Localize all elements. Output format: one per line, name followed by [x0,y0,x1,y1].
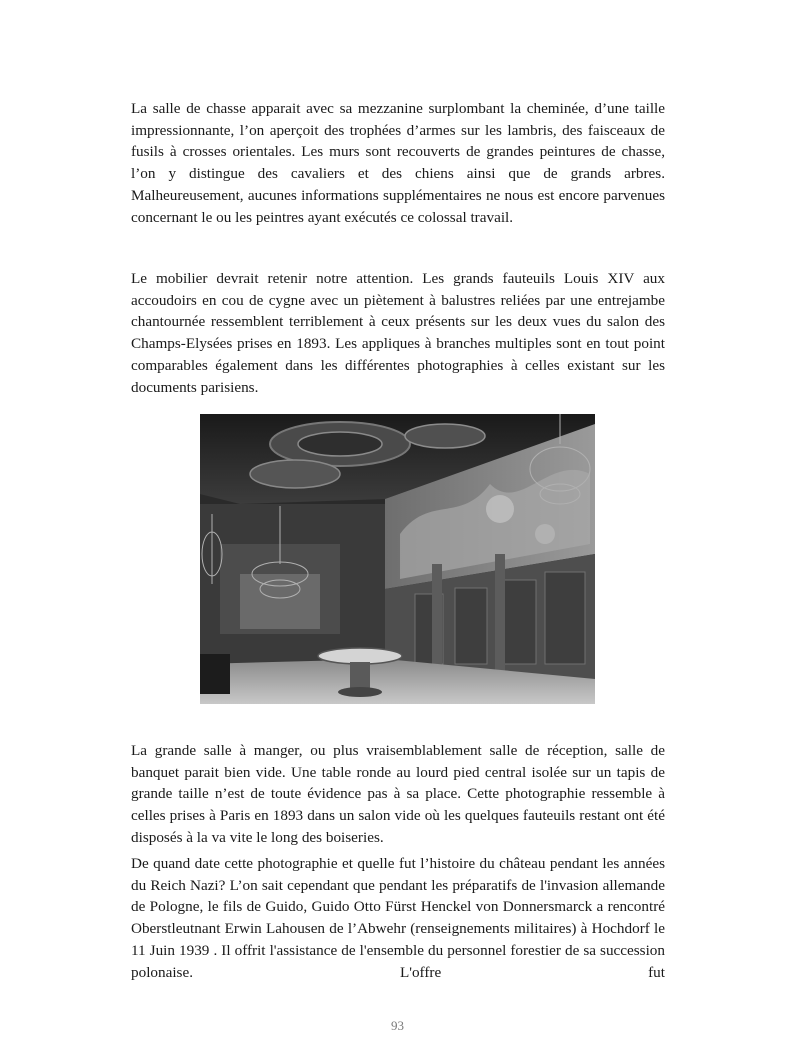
page-number: 93 [391,1018,404,1033]
paragraph-dining-hall: La grande salle à manger, ou plus vraisemblablement salle de réception, salle de banquet parait bien vide. Une table ronde au lourd pied central isolée sur un tapis de grande taille n’est de toute évidence pas à sa place. Cette photographie ressemble à celles prises à Paris en 1893 dans un salon vide où les quelques fauteuils restant ont été disposés à la va vite le long des boiseries. [131,742,665,846]
paragraph-history: De quand date cette photographie et quelle fut l’histoire du château pendant les années du Reich Nazi? L’on sait cependant que pendant les préparatifs de l'invasion allemande de Pologne, le fils de Guido, Guido Otto Fürst Henckel von Donnersmarck a rencontré Oberstleutnant Erwin Lahousen de l’Abwehr (renseignements militaires) à Hochdorf le 11 Juin 1939 . Il offrit l'assistance de l'ensemble du personnel forestier de sa succession polonaise. L'offre fut [131,855,665,981]
photograph-dining-hall [200,414,595,704]
paragraph-hunting-hall: La salle de chasse apparait avec sa mezzanine surplombant la cheminée, d’une taille impressionnante, l’on aperçoit des trophées d’armes sur les lambris, des faisceaux de fusils à crosses orientales. Les murs sont recouverts de grandes peintures de chasse, l’on y distingue des cavaliers et des chiens ainsi que de grands arbres. Malheureusement, aucunes informations supplémentaires ne nous est encore parvenues concernant le ou les peintres ayant exécutés ce colossal travail. [131,100,665,226]
paragraph-furniture: Le mobilier devrait retenir notre attention. Les grands fauteuils Louis XIV aux accoudoirs en cou de cygne avec un piètement à balustres reliées par une entrejambe chantournée ressemblent terriblement à ceux présents sur les deux vues du salon des Champs-Elysées prises en 1893. Les appliques à branches multiples sont en tout point comparables également dans les différentes photographies à celles existant sur les documents parisiens. [131,270,665,396]
